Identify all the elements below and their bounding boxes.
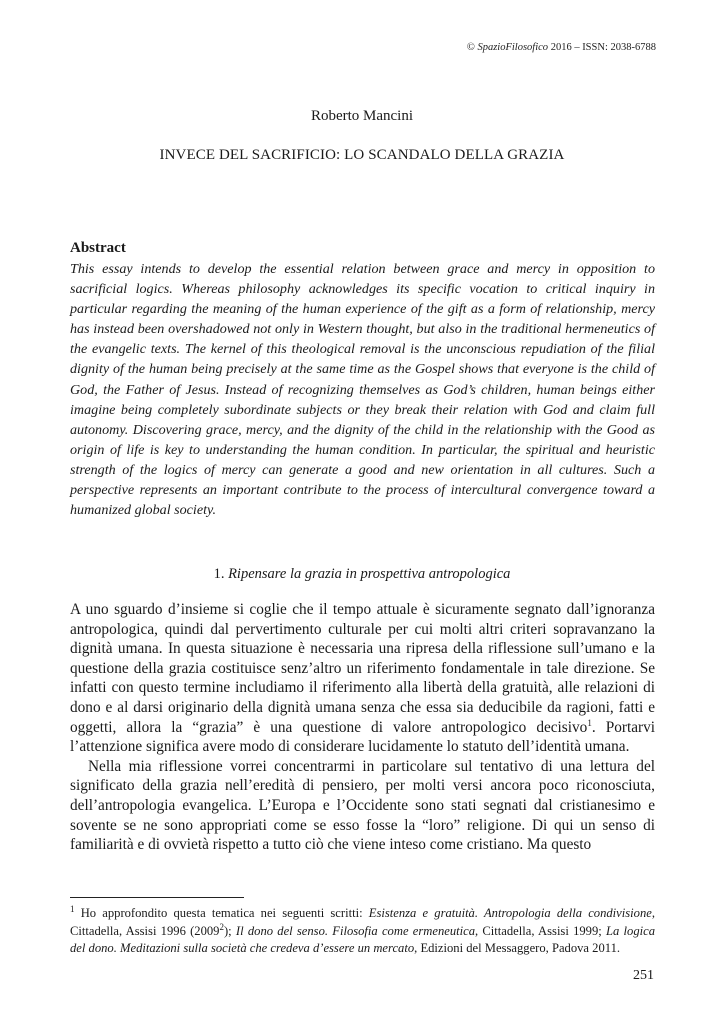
abstract-text: This essay intends to develop the essential relation between grace and mercy in opposition to sacrificial logics. Whereas philosophy acknowledges its specific vocation to critical inquiry in particular regarding the meaning of the human experience of the gift as a form of relationship, mercy has instead been overshadowed not only in Western thought, but also in the traditional hermeneutics of the evangelic texts. The kernel of this theological removal is the unconscious repudiation of the filial dignity of the human being precisely at the same time as the Gospel shows that everyone is the child of God, the Father of Jesus. Instead of recognizing themselves as God’s children, human beings either imagine being completely subordinate subjects or they break their relation with God and claim full autonomy. Discovering grace, mercy, and the dignity of the child in the relationship with the Good as origin of life is key to understanding the human condition. In particular, the spiritual and heuristic strength of the logics of mercy can generate a good and new orientation in all cultures. Such a perspective represents an important contribute to the process of intercultural convergence toward a humanized global society. xyxy=(70,261,655,519)
footnote-text-d: ); xyxy=(223,923,236,938)
paragraph-1-tail: . Portarvi l’attenzione significa avere modo di considerare lucidamente lo statuto dell’identità umana. xyxy=(70,718,655,756)
footnote-text-h: , Edizioni del Messaggero, Padova 2011. xyxy=(414,941,621,955)
footnote-text-f: , Cittadella, Assisi 1999; xyxy=(475,923,606,938)
journal-info: 2016 – ISSN: 2038-6788 xyxy=(550,42,656,53)
body-text xyxy=(70,600,655,855)
journal-header xyxy=(467,42,656,53)
footnote-reference[interactable]: 1 xyxy=(587,717,592,728)
footnote-text-a: Ho approfondito questa tematica nei seguenti scritti: xyxy=(80,906,369,920)
footnote-text-c: , Cittadella, Assisi 1996 (2009 xyxy=(70,906,656,938)
paragraph-1 xyxy=(70,600,655,757)
footnote-edition-sup: 2 xyxy=(219,921,224,932)
footnote-work-2: Il dono del senso. Filosofia come ermeneutica xyxy=(235,923,476,938)
section-number: 1. xyxy=(213,566,225,582)
paragraph-2: Nella mia riflessione vorrei concentrarmi in particolare sul tentativo di una lettura del significato della grazia nell’eredità di pensiero, per molti versi ancora poco riconosciuta, dell’antropologia evangelica. L’Europa e l’Occidente sono stati segnati dal cristianesimo e sovente se ne sono appropriati come se esso fosse la “loro” religione. Di qui un senso di familiarità e di ovvietà rispetto a tutto ciò che viene inteso come cristiano. Ma questo xyxy=(70,757,655,854)
paper-title: INVECE DEL SACRIFICIO: LO SCANDALO DELLA GRAZIA xyxy=(159,147,565,163)
footnote-work-3: La logica del dono. Meditazioni sulla società che credeva d’essere un mercato xyxy=(70,923,656,955)
abstract-heading: Abstract xyxy=(70,240,126,256)
author-name: Roberto Mancini xyxy=(310,108,414,124)
paragraph-1-text: A uno sguardo d’insieme si coglie che il tempo attuale è sicuramente segnato dall’ignoranza antropologica, quindi dal pervertimento culturale per cui molti altri criteri sopravanzano la dignità umana. In questa situazione è necessaria una ripresa della riflessione sull’umano e la questione della grazia costituisce senz’altro un riferimento fondamentale in tale direzione. Se infatti con questo termine includiamo il riferimento alla libertà della gratuità, alle relazioni di dono e al darsi originario della dignità umana senza che essa sia deducibile da ragioni, fatti e oggetti, allora la “grazia” è una questione di valore antropologico decisivo xyxy=(70,601,655,736)
copyright-symbol: © xyxy=(466,42,475,53)
section-title: Ripensare la grazia in prospettiva antropologica xyxy=(228,566,511,582)
section-heading xyxy=(0,566,724,583)
footnote xyxy=(70,905,655,958)
footnote-work-1: Esistenza e gratuità. Antropologia della condivisione xyxy=(368,906,652,920)
page-number: 251 xyxy=(633,968,654,983)
journal-name: SpazioFilosofico xyxy=(477,42,549,53)
footnote-divider xyxy=(70,897,244,898)
footnote-number: 1 xyxy=(70,903,75,914)
